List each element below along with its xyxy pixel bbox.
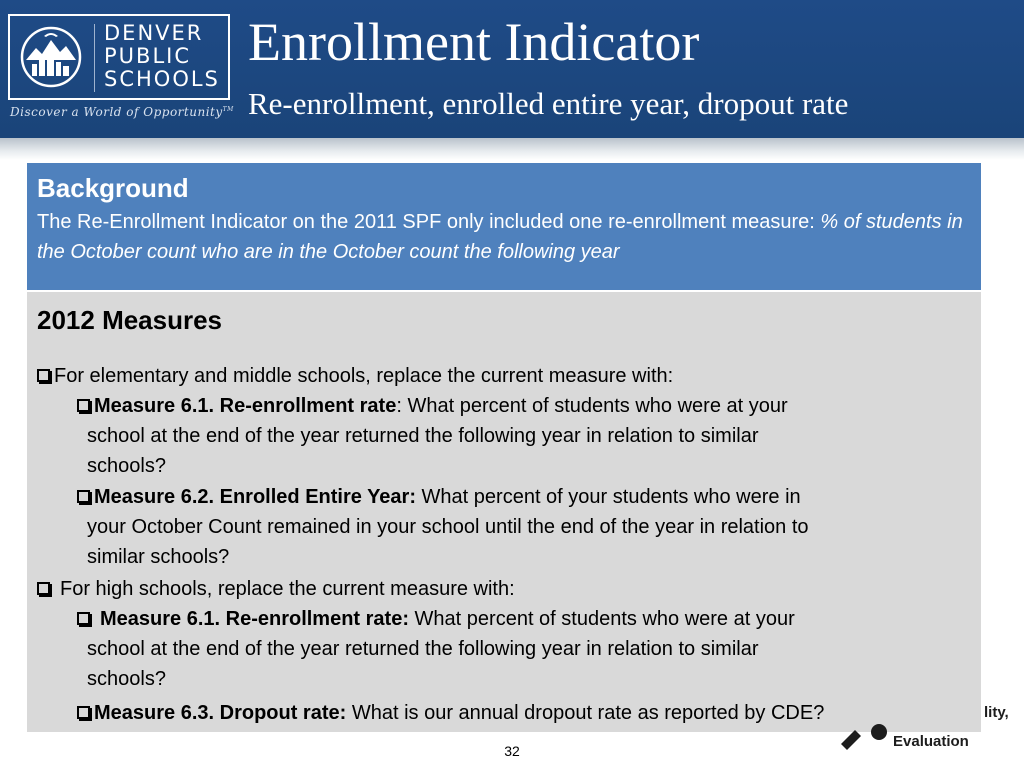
- high-school-intro-text: For high schools, replace the current measure with:: [60, 578, 515, 600]
- measure-text: What is our annual dropout rate as reported by CDE?: [346, 702, 825, 724]
- checkbox-bullet-icon: [37, 582, 50, 595]
- elementary-intro-text: For elementary and middle schools, replace the current measure with:: [54, 365, 674, 387]
- measure-text: What percent of your students who were in: [416, 486, 801, 508]
- logo-word-denver: DENVER: [104, 21, 204, 45]
- slide-subtitle: Re-enrollment, enrolled entire year, dropout rate: [248, 86, 849, 121]
- checkbox-bullet-icon: [77, 612, 90, 625]
- corner-logo-text-bottom: Evaluation: [893, 733, 969, 750]
- measure-text: What percent of students who were at your: [409, 608, 795, 630]
- header-band: [0, 0, 1024, 138]
- measure-label: Measure 6.1. Re-enrollment rate: [94, 395, 397, 417]
- measures-heading: 2012 Measures: [37, 305, 223, 335]
- checkbox-bullet-icon: [37, 369, 50, 382]
- slide-title: Enrollment Indicator: [248, 12, 700, 72]
- measure-6-2-line2: your October Count remained in your school until the end of the year in relation to: [87, 516, 809, 538]
- measure-label: Measure 6.1. Re-enrollment rate:: [100, 608, 409, 630]
- measure-6-1-high-line3: schools?: [87, 668, 166, 690]
- checkbox-bullet-icon: [77, 490, 90, 503]
- measure-6-1-elementary-line2: school at the end of the year returned the following year in relation to similar: [87, 425, 759, 447]
- background-text-italic: % of students in the October count who are in the October count the following year: [37, 211, 963, 263]
- logo-word-schools: SCHOOLS: [104, 67, 220, 91]
- measure-label: Measure 6.2. Enrolled Entire Year:: [94, 486, 416, 508]
- trademark-mark: TM: [222, 106, 234, 113]
- measure-label: Measure 6.3. Dropout rate:: [94, 702, 347, 724]
- measure-6-1-high-line2: school at the end of the year returned the following year in relation to similar: [87, 638, 759, 660]
- measure-6-3: [77, 698, 824, 728]
- measures-panel: [27, 292, 981, 732]
- background-text-plain: The Re-Enrollment Indicator on the 2011 SPF only included one re-enrollment measure:: [37, 211, 821, 233]
- checkbox-bullet-icon: [77, 706, 90, 719]
- mountain-city-icon: [20, 26, 82, 88]
- measure-6-1-elementary-line3: schools?: [87, 455, 166, 477]
- elementary-intro: [37, 361, 673, 391]
- logo-divider: [94, 24, 95, 92]
- logo-tagline: [10, 105, 234, 119]
- corner-logo-text-top: lity,: [984, 704, 1009, 721]
- measure-text: : What percent of students who were at your: [396, 395, 788, 417]
- page-number: 32: [504, 743, 520, 759]
- measure-6-1-high: [77, 604, 795, 634]
- checkbox-bullet-icon: [77, 399, 90, 412]
- measure-6-2: [77, 482, 801, 512]
- high-school-intro: [37, 574, 515, 604]
- dps-logo: [8, 14, 230, 100]
- measure-6-2-line3: similar schools?: [87, 546, 230, 568]
- logo-word-public: PUBLIC: [104, 44, 191, 68]
- background-text: [37, 207, 971, 267]
- tagline-text: Discover a World of Opportunity: [10, 105, 223, 119]
- background-panel: [27, 163, 981, 290]
- measure-6-1-elementary: [77, 391, 788, 421]
- background-heading: Background: [37, 173, 189, 203]
- header-shadow: [0, 138, 1024, 160]
